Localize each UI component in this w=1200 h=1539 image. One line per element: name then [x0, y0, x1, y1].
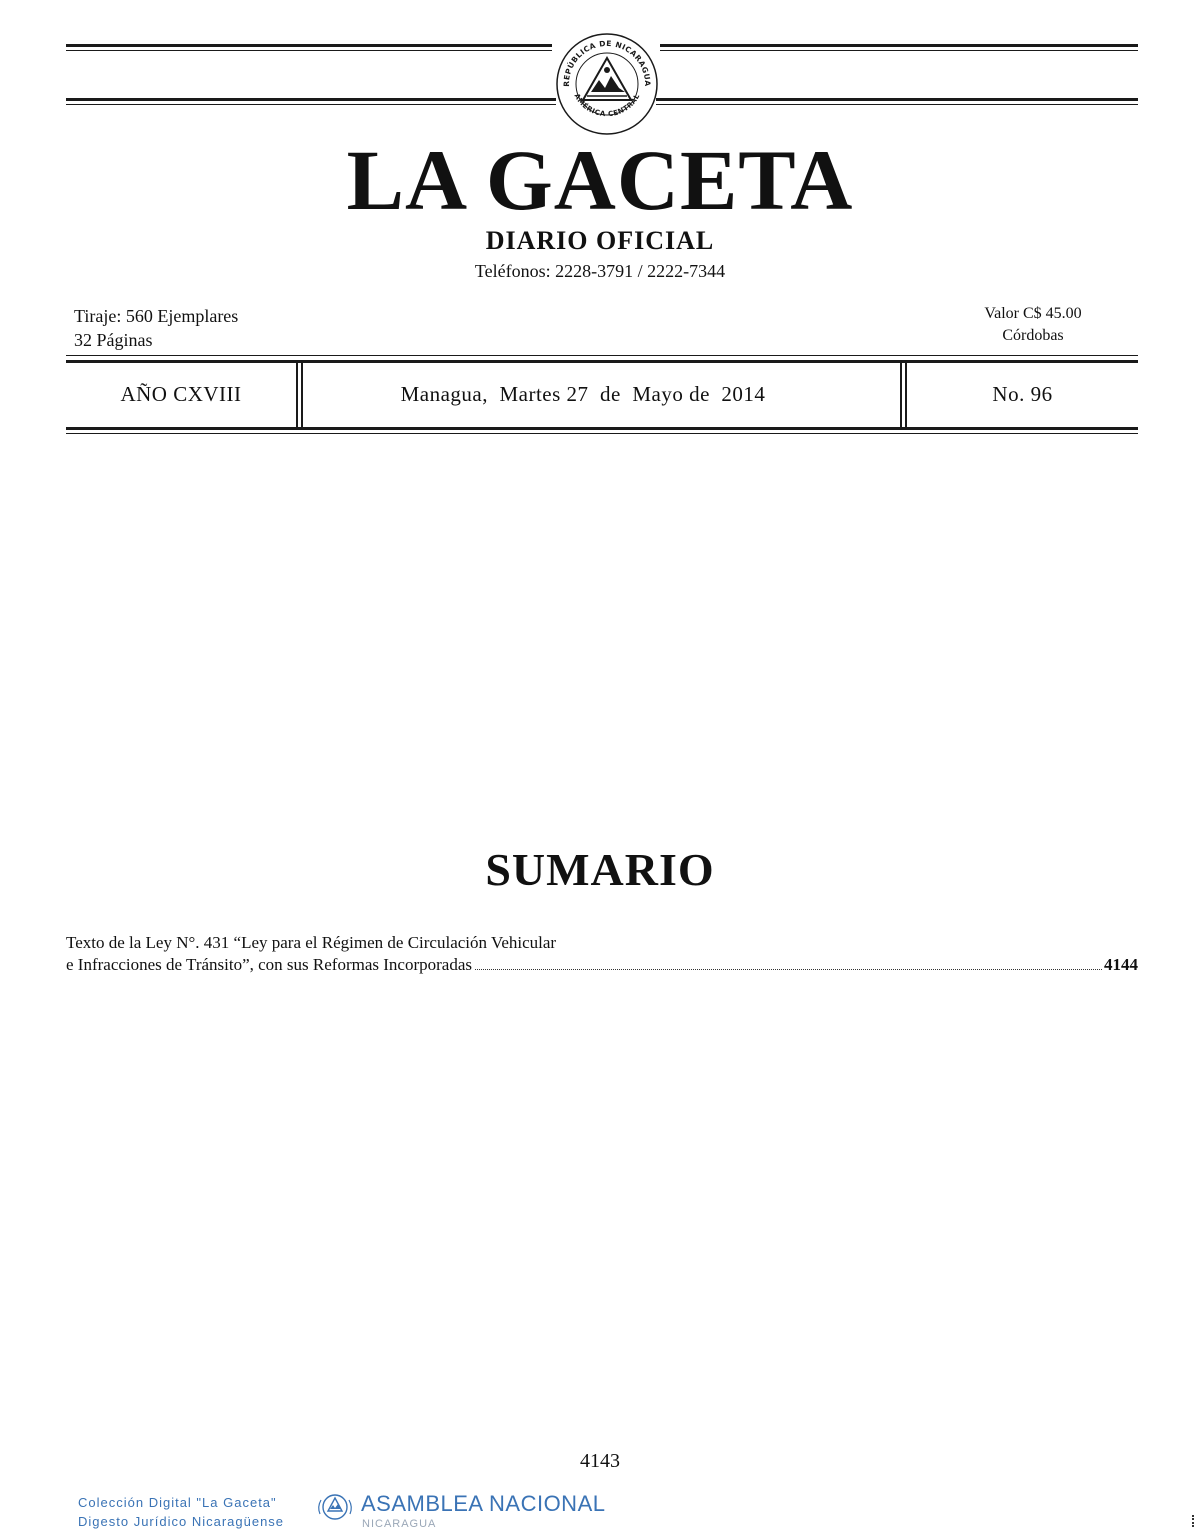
summary-entry-line2-row: [66, 954, 1138, 976]
print-run-copies: Tiraje: 560 Ejemplares: [74, 306, 239, 326]
issue-date: Managua, Martes 27 de Mayo de 2014: [400, 381, 766, 406]
footer-collection-line2: Digesto Jurídico Nicaragüense: [78, 1514, 285, 1529]
header-rule-mid-right: [656, 98, 1138, 101]
newspaper-subtitle: DIARIO OFICIAL: [485, 226, 715, 255]
seal-bottom-text: AMÉRICA CENTRAL: [572, 92, 642, 119]
assembly-logo-icon: [314, 1490, 356, 1524]
summary-entry-line2: e Infracciones de Tránsito”, con sus Reformas Incorporadas: [66, 955, 472, 974]
header-rule-top-right-thin: [660, 50, 1138, 51]
band-rule-top-outer: [66, 355, 1138, 356]
issue-year: AÑO CXVIII: [120, 381, 242, 406]
price-currency: Córdobas: [1002, 327, 1064, 344]
seal-top-text: REPÚBLICA DE NICARAGUA: [561, 38, 653, 87]
print-run-info: [74, 304, 238, 352]
page-number: 4143: [580, 1450, 620, 1472]
edge-mark: [1192, 1515, 1197, 1527]
price-info: [960, 303, 1106, 347]
band-rule-bottom: [66, 427, 1138, 430]
header-rule-mid-thin: [66, 104, 556, 105]
coat-of-arms-seal: [553, 30, 661, 138]
header-rule-mid: [66, 98, 556, 101]
header-rule-top-right: [660, 44, 1138, 47]
print-run-pages: 32 Páginas: [74, 330, 153, 350]
footer-institution: ASAMBLEA NACIONAL: [361, 1491, 606, 1516]
price-value: Valor C$ 45.00: [984, 305, 1082, 322]
header-rule-top-thin: [66, 50, 552, 51]
band-divider-1: [296, 362, 298, 428]
issue-number: No. 96: [992, 381, 1053, 406]
band-rule-bottom-outer: [66, 433, 1138, 434]
summary-entry-page: 4144: [1104, 955, 1138, 974]
footer-country: NICARAGUA: [362, 1518, 437, 1530]
header-rule-mid-right-thin: [656, 104, 1138, 105]
phone-numbers: Teléfonos: 2228-3791 / 2222-7344: [474, 261, 726, 281]
footer-collection-line1: Colección Digital "La Gaceta": [78, 1495, 277, 1510]
summary-entry: [66, 932, 1138, 976]
summary-entry-leader-dots: [475, 968, 1102, 970]
summary-heading: SUMARIO: [485, 844, 715, 895]
band-divider-2: [900, 362, 902, 428]
header-rule-top: [66, 44, 552, 47]
summary-entry-line1: Texto de la Ley N°. 431 “Ley para el Régimen de Circulación Vehicular: [66, 933, 557, 952]
footer-collection: [78, 1493, 284, 1531]
newspaper-title: LA GACETA: [346, 132, 854, 228]
